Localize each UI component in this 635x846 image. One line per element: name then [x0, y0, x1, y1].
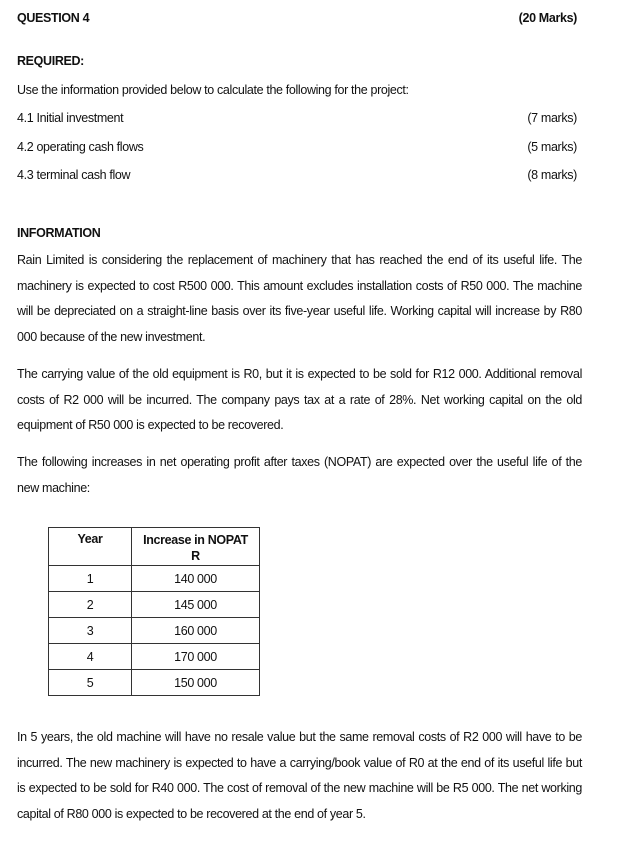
required-item-4-2: 4.2 operating cash flows: [17, 140, 144, 154]
information-paragraph-1: Rain Limited is considering the replacement of machinery that has reached the end of its useful life. The machinery is expected to cost R500 000. This amount excludes installation costs of R50 000. The machine will be depreciated on a straight-line basis over its five-year useful life. Working capital will increase by R80 000 because of the new investment.: [17, 253, 582, 344]
table-row: [49, 644, 260, 670]
year-cell: 5: [49, 670, 132, 696]
required-intro: Use the information provided below to calculate the following for the project:: [17, 83, 409, 97]
col-nopat-header: [132, 528, 260, 566]
nopat-cell: 150 000: [132, 670, 260, 696]
information-heading: INFORMATION: [17, 226, 101, 240]
required-item-4-1: 4.1 Initial investment: [17, 111, 124, 125]
year-cell: 1: [49, 566, 132, 592]
table-header-row: [49, 528, 260, 566]
nopat-table: [48, 527, 260, 696]
information-paragraph-2: The carrying value of the old equipment is R0, but it is expected to be sold for R12 000. Additional removal costs of R2 000 will be incurred. The company pays tax at a rate of 28%. Net working capital on the old equipment of R50 000 is expected to be recovered.: [17, 367, 582, 432]
required-item-4-3: 4.3 terminal cash flow: [17, 168, 131, 182]
year-cell: 4: [49, 644, 132, 670]
nopat-cell: 170 000: [132, 644, 260, 670]
required-item-4-2-marks: (5 marks): [527, 140, 577, 154]
information-paragraph-3: The following increases in net operating profit after taxes (NOPAT) are expected over the useful life of the new machine:: [17, 455, 582, 495]
nopat-cell: 160 000: [132, 618, 260, 644]
col-year-header: Year: [49, 528, 132, 566]
table-row: [49, 618, 260, 644]
col-nopat-unit: R: [191, 548, 200, 563]
col-nopat-title: Increase in NOPAT: [143, 532, 248, 547]
year-cell: 2: [49, 592, 132, 618]
table-row: [49, 566, 260, 592]
required-item-4-3-marks: (8 marks): [527, 168, 577, 182]
required-item-4-1-marks: (7 marks): [527, 111, 577, 125]
nopat-cell: 140 000: [132, 566, 260, 592]
nopat-cell: 145 000: [132, 592, 260, 618]
table-row: [49, 670, 260, 696]
question-title: QUESTION 4: [17, 11, 90, 25]
required-heading: REQUIRED:: [17, 54, 84, 68]
information-paragraph-4: In 5 years, the old machine will have no resale value but the same removal costs of R2 000 will have to be incurred. The new machinery is expected to have a carrying/book value of R0 at the end of its useful life but is expected to be sold for R40 000. The cost of removal of the new machine will be R5 000. The net working capital of R80 000 is expected to be recovered at the end of year 5.: [17, 730, 582, 821]
total-marks: (20 Marks): [518, 11, 577, 25]
year-cell: 3: [49, 618, 132, 644]
table-row: [49, 592, 260, 618]
